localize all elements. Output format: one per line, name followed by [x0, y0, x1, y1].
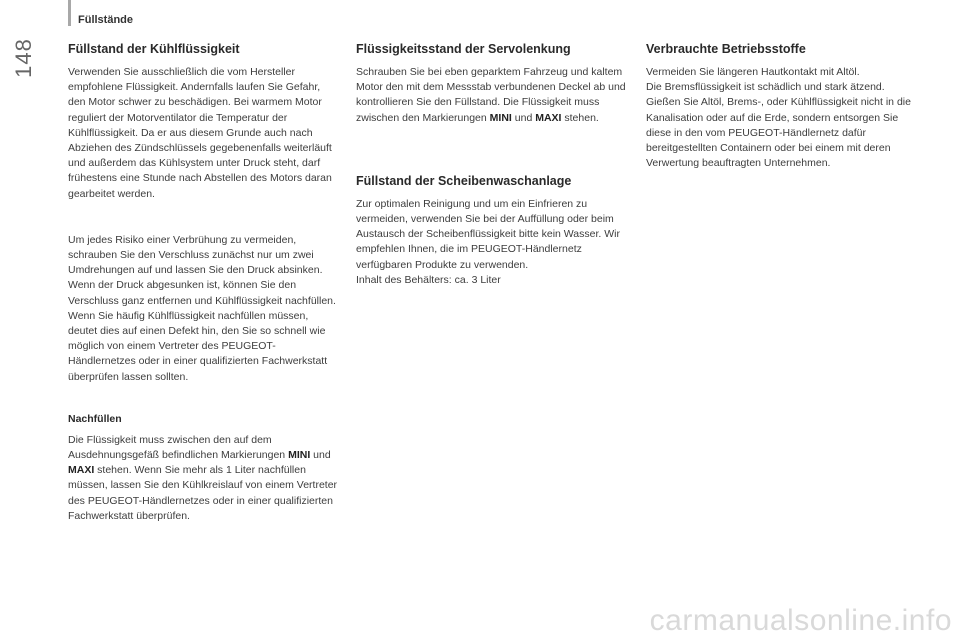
coolant-title: Füllstand der Kühlflüssigkeit	[68, 42, 240, 56]
mark-maxi: MAXI	[535, 111, 562, 124]
section-header: Füllstände	[78, 14, 134, 26]
coolant-paragraph-3: Wenn Sie häufig Kühlflüssigkeit nachfüllen müssen, deutet dies auf einen Defekt hin, den Sie so schnell wie möglich von einem Vertreter des PEUGEOT-Händlernetzes oder in einer qualifizierten Fachwerkstatt überprüfen lassen sollten.	[68, 309, 328, 383]
column-power-steering	[356, 42, 628, 288]
mark-mini: MINI	[489, 111, 512, 124]
coolant-paragraph-2: Um jedes Risiko einer Verbrühung zu vermeiden, schrauben Sie den Verschluss zunächst nur um zwei Umdrehungen auf und lassen Sie den Druck absinken. Wenn der Druck abgesunken ist, können Sie den Verschluss ganz entfernen und Kühlflüssigkeit nachfüllen.	[68, 233, 336, 307]
used-fluids-paragraph-3: Gießen Sie Altöl, Brems-, oder Kühlflüssigkeit nicht in die Kanalisation oder auf die Erde, sondern entsorgen Sie diese in den vom PEUGEOT-Händlernetz dafür bereitgestellten Containern oder bei einem mit deren Verwertung beauftragten Unternehmen.	[646, 96, 911, 170]
washer-title: Füllstand der Scheibenwaschanlage	[356, 173, 572, 188]
watermark: carmanualsonline.info	[649, 604, 952, 637]
used-fluids-paragraph-2: Die Bremsflüssigkeit ist schädlich und stark ätzend.	[646, 81, 885, 94]
mark-mini: MINI	[288, 449, 311, 462]
column-used-fluids	[646, 42, 918, 171]
mark-maxi: MAXI	[68, 464, 95, 477]
washer-capacity: Inhalt des Behälters: ca. 3 Liter	[356, 273, 501, 286]
used-fluids-title: Verbrauchte Betriebsstoffe	[646, 42, 806, 56]
header-accent-bar	[68, 0, 71, 26]
column-coolant	[68, 42, 340, 524]
power-steering-title: Flüssigkeitsstand der Servolenkung	[356, 42, 571, 56]
refill-paragraph: Die Flüssigkeit muss zwischen den auf dem Ausdehnungsgefäß befindlichen Markierungen MINI und MAXI stehen. Wenn Sie mehr als 1 Liter nachfüllen müssen, lassen Sie den Kühlkreislauf von einem Vertreter des PEUGEOT-Händlernetzes oder in einer qualifizierten Fachwerkstatt überprüfen.	[68, 433, 338, 522]
refill-subtitle: Nachfüllen	[68, 412, 122, 425]
page-number: 148	[11, 38, 36, 78]
washer-paragraph: Zur optimalen Reinigung und um ein Einfrieren zu vermeiden, verwenden Sie bei der Auffüllung oder beim Austausch der Scheibenflüssigkeit bitte kein Wasser. Wir empfehlen Ihnen, die im PEUGEOT-Händlernetz verfügbaren Produkte zu verwenden.	[356, 197, 620, 271]
coolant-paragraph-1: Verwenden Sie ausschließlich die vom Hersteller empfohlene Flüssigkeit. Andernfalls laufen Sie Gefahr, den Motor schwer zu beschädigen. Bei warmem Motor reguliert der Motorventilator die Temperatur der Kühlflüssigkeit. Da er aus diesem Grunde auch nach Abziehen des Zündschlüssels gegebenenfalls weiterläuft und außerdem das Kühlsystem unter Druck steht, darf frühestens eine Stunde nach Abstellen des Motors daran gearbeitet werden.	[68, 66, 332, 200]
used-fluids-paragraph-1: Vermeiden Sie längeren Hautkontakt mit Altöl.	[646, 66, 860, 78]
power-steering-paragraph: Schrauben Sie bei eben geparktem Fahrzeug und kaltem Motor den mit dem Messstab verbundenen Deckel ab und kontrollieren Sie den Füllstand. Die Flüssigkeit muss zwischen den Markierungen MINI und MAXI stehen.	[356, 66, 626, 124]
